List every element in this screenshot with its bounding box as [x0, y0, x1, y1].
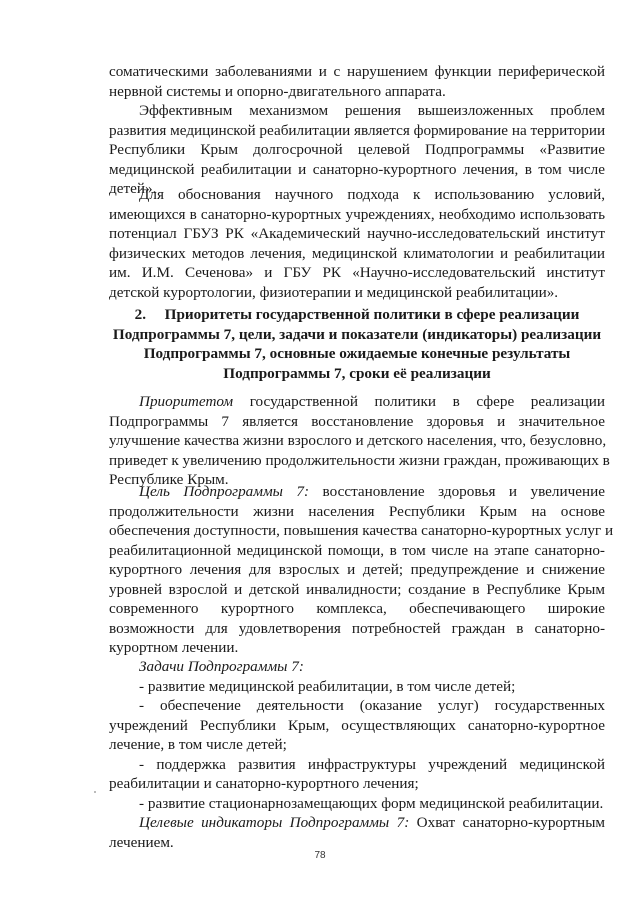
list-item: - поддержка развития инфраструктуры учреждений медицинской [139, 755, 605, 773]
heading-line [109, 305, 605, 325]
text-line: детской курортологии, физиотерапии и медицинской реабилитации». [109, 283, 559, 301]
text-line: современного курортного комплекса, обеспечивающего широкие [109, 600, 605, 617]
text-line: Для обоснования научного подхода к использованию условий, [139, 186, 605, 203]
text-line: улучшение качества жизни взрослого и детского населения, что, безусловно, [109, 432, 607, 449]
tasks-heading-text: Задачи Подпрограммы 7: [139, 658, 304, 675]
text-line: физических методов лечения, медицинской климатологии и реабилитации [109, 244, 605, 262]
text-line: обеспечения доступности, повышения качества санаторно-курортных услуг и [109, 522, 614, 539]
heading-line: Подпрограммы 7, сроки её реализации [223, 364, 491, 382]
text-line: нервной системы и опорно-двигательного аппарата. [109, 82, 446, 100]
heading-text: Приоритеты государственной политики в сфере реализации [164, 306, 580, 323]
heading-line: Подпрограммы 7, основные ожидаемые конечные результаты [143, 345, 571, 362]
paragraph-intro-continued [109, 62, 605, 101]
goal-term: Цель Подпрограммы 7: [139, 483, 310, 500]
text-line: соматическими заболеваниями и с нарушением функции периферической [109, 63, 605, 80]
paragraph-scientific-approach [109, 185, 605, 302]
page-number: 78 [314, 850, 326, 861]
section-number: 2. [134, 306, 147, 323]
text-line: возможности для удовлетворения потребностей граждан в санаторно- [109, 619, 605, 637]
section-heading [109, 305, 605, 383]
text-line: приведет к увеличению продолжительности жизни граждан, проживающих в [109, 451, 610, 469]
tasks-list [109, 657, 605, 813]
list-item: - обеспечение деятельности (оказание услуг) государственных [139, 697, 605, 714]
paragraph-priority [109, 392, 610, 490]
text-line: Подпрограммы 7 является восстановление здоровья и значительное [109, 412, 605, 430]
text-line: лечением. [109, 833, 174, 851]
paragraph-goal [109, 482, 614, 658]
indicators-term: Целевые индикаторы Подпрограммы 7: [139, 814, 410, 831]
text-fragment: восстановление здоровья и увеличение [309, 483, 605, 500]
text-line: Республики Крым долгосрочной целевой Подпрограммы «Развитие [109, 141, 605, 158]
text-line: потенциал ГБУЗ РК «Академический научно-исследовательский институт [109, 225, 605, 242]
text-line [109, 813, 605, 833]
text-line: реабилитационной медицинской помощи, в том числе на этапе санаторно- [109, 541, 605, 559]
list-item-continued: лечение, в том числе детей; [109, 736, 287, 753]
text-line: медицинской реабилитации и санаторно-курортного лечения, в том числе [109, 160, 605, 178]
heading-line: Подпрограммы 7, цели, задачи и показатели (индикаторы) реализации [112, 325, 602, 343]
text-fragment: Охват санаторно-курортным [409, 814, 606, 831]
text-line: уровней взрослой и детской инвалидности; создание в Республике Крым [109, 580, 605, 598]
text-line [109, 392, 605, 412]
text-line [109, 482, 605, 502]
text-line: курортного лечения для взрослых и детей; предупреждение и снижение [109, 561, 605, 578]
text-line: имеющихся в санаторно-курортных учреждениях, необходимо использовать [109, 205, 605, 223]
list-item: - развитие стационарнозамещающих форм медицинской реабилитации. [139, 794, 604, 812]
priority-term: Приоритетом [139, 393, 234, 410]
text-line: Эффективным механизмом решения вышеизложенных проблем [139, 102, 605, 119]
text-line: курортном лечении. [109, 639, 239, 656]
text-line: детей». [109, 180, 157, 197]
tasks-heading [109, 657, 605, 677]
paragraph-mechanism [109, 101, 605, 199]
text-fragment: государственной политики в сфере реализации [233, 393, 605, 410]
text-line: развития медицинской реабилитации является формирование на территории [109, 121, 606, 139]
text-line: им. И.М. Сеченова» и ГБУ РК «Научно-исследовательский институт [109, 264, 605, 281]
list-item-continued: реабилитации и санаторно-курортного лечения; [109, 775, 419, 792]
text-line: Республике Крым. [109, 471, 229, 488]
list-item: - развитие медицинской реабилитации, в том числе детей; [139, 677, 516, 695]
text-line: продолжительности жизни населения Республики Крым на основе [109, 502, 605, 520]
list-item-continued: учреждений Республики Крым, осуществляющих санаторно-курортное [109, 716, 605, 734]
scan-speck [94, 791, 96, 793]
